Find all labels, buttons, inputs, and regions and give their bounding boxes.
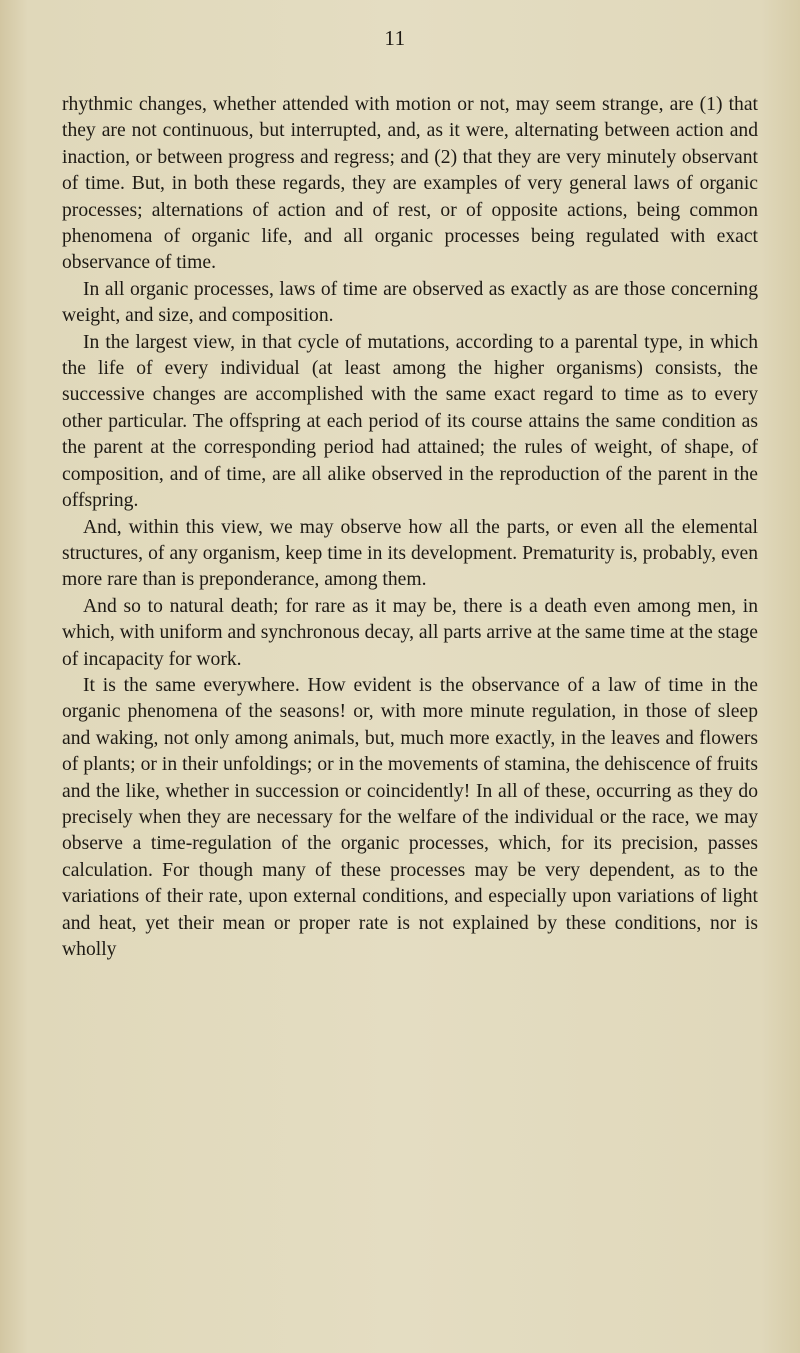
paragraph-largest-view: In the largest view, in that cycle of mutations, according to a parental type, in which the life of every individual (at least among the higher organisms) consists, the successive changes are accomplished with the same exact regard to time as to every other particular. The offspring at each period of its course attains the same condition as the parent at the corresponding period had attained; the rules of weight, of shape, of composition, and of time, are all alike observed in the reproduction of the parent in the offspring. — [62, 331, 758, 512]
paragraph-rhythmic-changes: rhythmic changes, whether attended with motion or not, may seem strange, are (1) that they are not continuous, but interrupted, and, as it were, alternating between action and inaction, or between progress and regress; and (2) that they are very minutely observant of time. But, in both these regards, they are examples of very general laws of organic processes; alternations of action and of rest, or of opposite actions, being common phenomena of organic life, and all organic processes being regulated with exact observance of time. — [62, 94, 758, 274]
body-text — [62, 92, 758, 963]
paragraph-same-everywhere: It is the same everywhere. How evident is the observance of a law of time in the organic phenomena of the seasons! or, with more minute regulation, in those of sleep and waking, not only among animals, but, much more exactly, in the leaves and flowers of plants; or in their unfoldings; or in the movements of stamina, the dehiscence of fruits and the like, whether in succession or coincidently! In all of these, occurring as they do precisely when they are necessary for the welfare of the individual or the race, we may observe a time-regulation of the organic processes, which, for its precision, passes calculation. For though many of these processes may be very dependent, as to the variations of their rate, upon external conditions, and especially upon variations of light and heat, yet their mean or proper rate is not explained by these conditions, nor is wholly — [62, 674, 758, 960]
paragraph-natural-death: And so to natural death; for rare as it may be, there is a death even among men, in which, with uniform and synchronous decay, all parts arrive at the same time at the stage of incapacity for work. — [62, 595, 758, 670]
paragraph-laws-of-time: In all organic processes, laws of time are observed as exactly as are those concerning weight, and size, and composition. — [62, 278, 758, 327]
page-number: 11 — [384, 26, 406, 50]
paragraph-within-this-view: And, within this view, we may observe how all the parts, or even all the elemental structures, of any organism, keep time in its development. Prematurity is, probably, even more rare than is preponderance, among them. — [62, 516, 758, 591]
